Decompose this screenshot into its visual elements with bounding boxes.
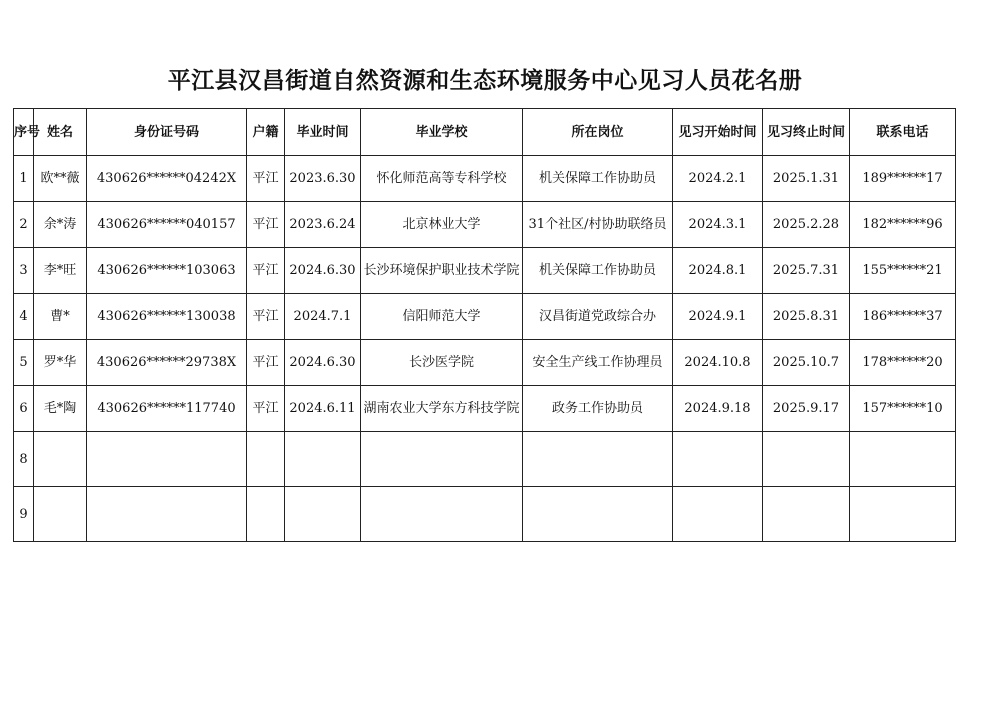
cell-hukou: 平江 — [247, 294, 285, 340]
col-header-no: 序号 — [14, 109, 34, 156]
cell-grad-date: 2023.6.24 — [285, 202, 361, 248]
cell-hukou: 平江 — [247, 156, 285, 202]
cell-id: 430626******040157 — [87, 202, 247, 248]
table-row — [14, 202, 956, 248]
cell-no: 5 — [14, 340, 34, 386]
col-header-hukou: 户籍 — [247, 109, 285, 156]
cell-id — [87, 487, 247, 542]
cell-hukou — [247, 432, 285, 487]
cell-start-date: 2024.3.1 — [673, 202, 763, 248]
cell-school — [361, 432, 523, 487]
cell-phone: 182******96 — [850, 202, 956, 248]
table-row-empty — [14, 432, 956, 487]
cell-hukou: 平江 — [247, 248, 285, 294]
cell-start-date — [673, 432, 763, 487]
cell-start-date: 2024.8.1 — [673, 248, 763, 294]
cell-end-date — [763, 432, 850, 487]
cell-post: 机关保障工作协助员 — [523, 156, 673, 202]
table-row — [14, 248, 956, 294]
cell-name: 李*旺 — [34, 248, 87, 294]
cell-phone: 157******10 — [850, 386, 956, 432]
cell-school: 湖南农业大学东方科技学院 — [361, 386, 523, 432]
cell-post: 31个社区/村协助联络员 — [523, 202, 673, 248]
cell-no: 8 — [14, 432, 34, 487]
cell-name: 曹* — [34, 294, 87, 340]
cell-grad-date: 2024.6.11 — [285, 386, 361, 432]
cell-end-date: 2025.9.17 — [763, 386, 850, 432]
col-header-post: 所在岗位 — [523, 109, 673, 156]
cell-hukou: 平江 — [247, 386, 285, 432]
table-row — [14, 294, 956, 340]
cell-id: 430626******130038 — [87, 294, 247, 340]
cell-name: 毛*陶 — [34, 386, 87, 432]
cell-no: 4 — [14, 294, 34, 340]
cell-name — [34, 432, 87, 487]
cell-phone — [850, 487, 956, 542]
cell-post: 汉昌街道党政综合办 — [523, 294, 673, 340]
cell-post — [523, 487, 673, 542]
cell-grad-date: 2023.6.30 — [285, 156, 361, 202]
table-row — [14, 386, 956, 432]
cell-start-date: 2024.9.1 — [673, 294, 763, 340]
col-header-id: 身份证号码 — [87, 109, 247, 156]
col-header-phone: 联系电话 — [850, 109, 956, 156]
cell-start-date — [673, 487, 763, 542]
cell-no: 2 — [14, 202, 34, 248]
cell-id: 430626******29738X — [87, 340, 247, 386]
cell-name: 欧**薇 — [34, 156, 87, 202]
cell-hukou: 平江 — [247, 340, 285, 386]
table-row — [14, 340, 956, 386]
cell-phone: 186******37 — [850, 294, 956, 340]
cell-hukou — [247, 487, 285, 542]
cell-phone: 155******21 — [850, 248, 956, 294]
cell-id: 430626******103063 — [87, 248, 247, 294]
cell-hukou: 平江 — [247, 202, 285, 248]
cell-school: 长沙医学院 — [361, 340, 523, 386]
cell-id — [87, 432, 247, 487]
col-header-end-date: 见习终止时间 — [763, 109, 850, 156]
cell-start-date: 2024.2.1 — [673, 156, 763, 202]
page-title: 平江县汉昌街道自然资源和生态环境服务中心见习人员花名册 — [167, 68, 803, 94]
cell-no: 6 — [14, 386, 34, 432]
cell-school: 北京林业大学 — [361, 202, 523, 248]
col-header-grad-date: 毕业时间 — [285, 109, 361, 156]
cell-name: 罗*华 — [34, 340, 87, 386]
cell-end-date: 2025.8.31 — [763, 294, 850, 340]
cell-phone: 178******20 — [850, 340, 956, 386]
cell-grad-date: 2024.6.30 — [285, 248, 361, 294]
cell-grad-date — [285, 487, 361, 542]
cell-end-date: 2025.7.31 — [763, 248, 850, 294]
cell-id: 430626******117740 — [87, 386, 247, 432]
cell-grad-date: 2024.7.1 — [285, 294, 361, 340]
intern-roster-table — [13, 108, 956, 542]
cell-post: 安全生产线工作协理员 — [523, 340, 673, 386]
header-row — [14, 109, 956, 156]
cell-post: 机关保障工作协助员 — [523, 248, 673, 294]
cell-end-date: 2025.10.7 — [763, 340, 850, 386]
cell-start-date: 2024.10.8 — [673, 340, 763, 386]
col-header-start-date: 见习开始时间 — [673, 109, 763, 156]
cell-end-date: 2025.2.28 — [763, 202, 850, 248]
table-row-empty — [14, 487, 956, 542]
col-header-school: 毕业学校 — [361, 109, 523, 156]
cell-school: 信阳师范大学 — [361, 294, 523, 340]
cell-post: 政务工作协助员 — [523, 386, 673, 432]
cell-no: 1 — [14, 156, 34, 202]
cell-school — [361, 487, 523, 542]
cell-id: 430626******04242X — [87, 156, 247, 202]
cell-grad-date: 2024.6.30 — [285, 340, 361, 386]
cell-grad-date — [285, 432, 361, 487]
cell-post — [523, 432, 673, 487]
col-header-name: 姓名 — [34, 109, 87, 156]
cell-school: 长沙环境保护职业技术学院 — [361, 248, 523, 294]
cell-phone: 189******17 — [850, 156, 956, 202]
cell-end-date — [763, 487, 850, 542]
cell-name — [34, 487, 87, 542]
cell-name: 余*涛 — [34, 202, 87, 248]
cell-phone — [850, 432, 956, 487]
cell-end-date: 2025.1.31 — [763, 156, 850, 202]
table-row — [14, 156, 956, 202]
cell-no: 3 — [14, 248, 34, 294]
cell-no: 9 — [14, 487, 34, 542]
cell-start-date: 2024.9.18 — [673, 386, 763, 432]
cell-school: 怀化师范高等专科学校 — [361, 156, 523, 202]
